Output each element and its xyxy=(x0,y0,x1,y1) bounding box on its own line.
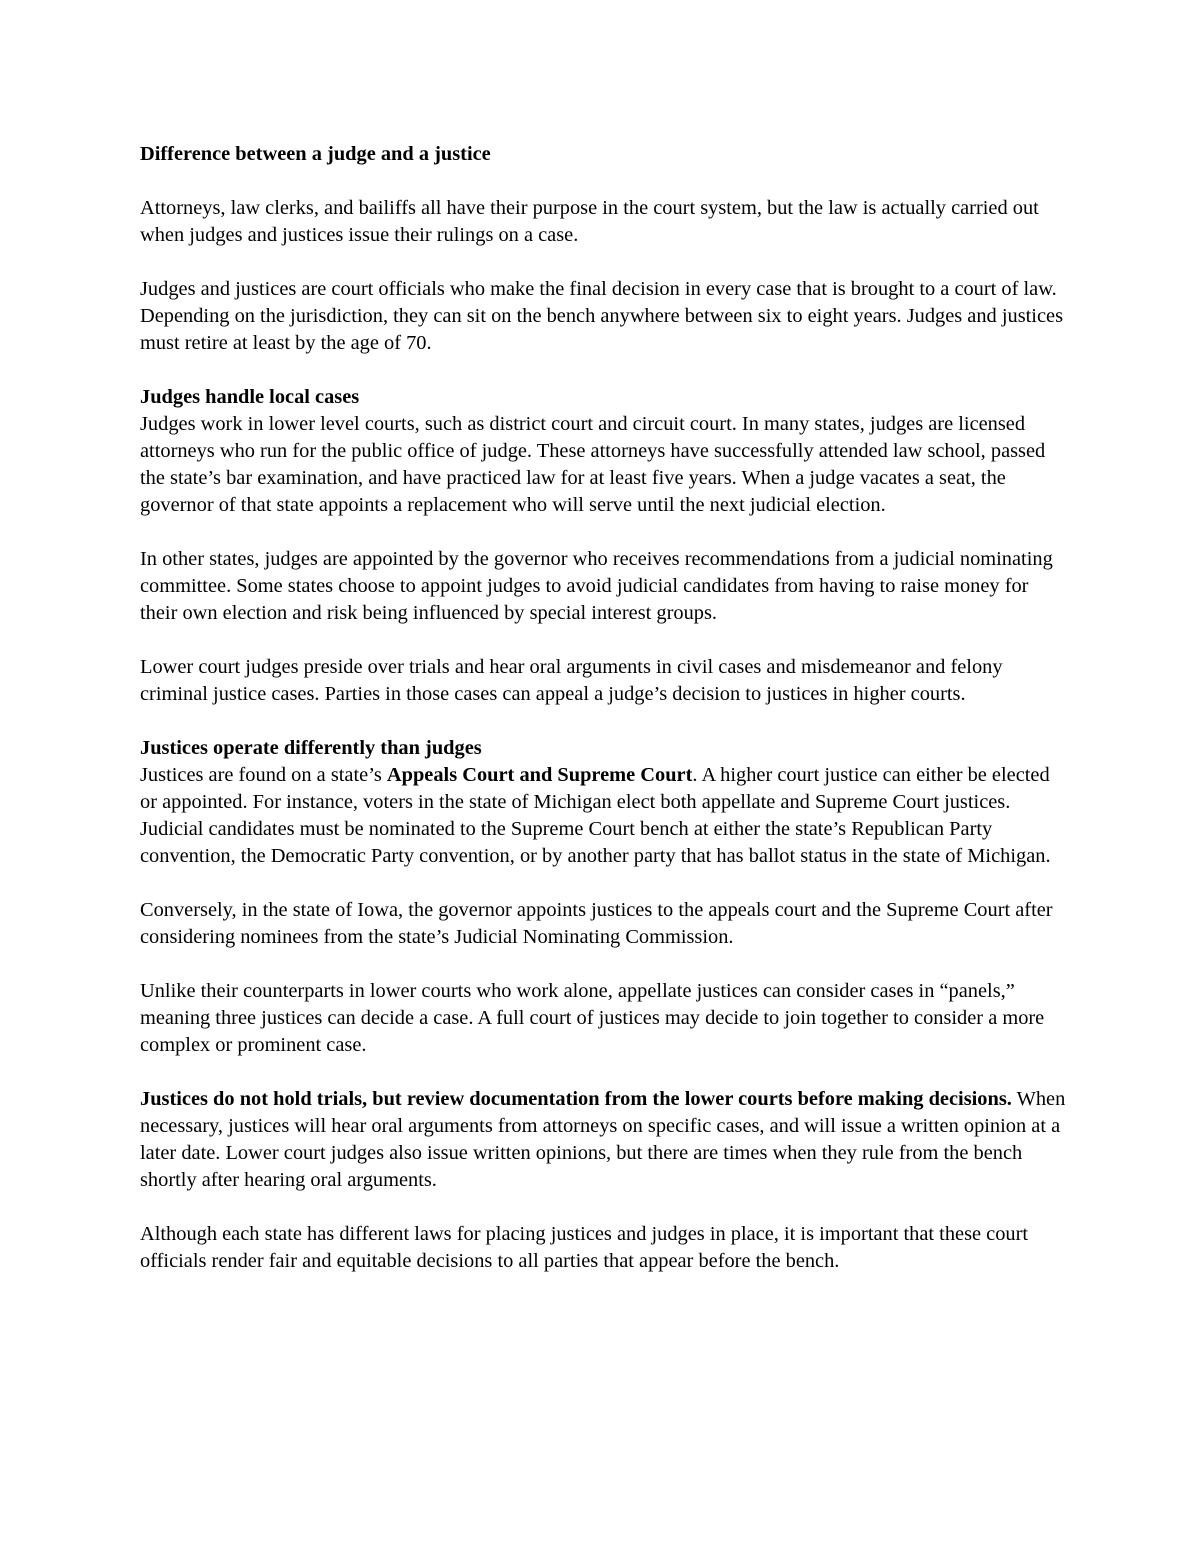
section-justices-paragraph-4 xyxy=(140,1086,1070,1194)
section-justices-p4-bold: Justices do not hold trials, but review documentation from the lower courts before making decisions. xyxy=(140,1088,1012,1110)
document-title: Difference between a judge and a justice xyxy=(140,143,491,165)
document-page xyxy=(140,141,1070,1275)
section-justices-p1-end: . A higher court justice can either be elected or appointed. For instance, voters in the state of Michigan elect both appellate and Supreme Court justices. Judicial candidates must be nominated to the Supreme Court bench at either the state’s Republican Party convention, the Democratic Party convention, or by another party that has ballot status in the state of Michigan. xyxy=(140,764,1051,867)
section-judges-paragraph-1: Judges work in lower level courts, such as district court and circuit court. In many states, judges are licensed attorneys who run for the public office of judge. These attorneys have successfully attended law school, passed the state’s bar examination, and have practiced law for at least five years. When a judge vacates a seat, the governor of that state appoints a replacement who will serve until the next judicial election. xyxy=(140,413,1046,516)
section-justices-paragraph-5: Although each state has different laws for placing justices and judges in place, it is important that these court officials render fair and equitable decisions to all parties that appear before the bench. xyxy=(140,1223,1029,1272)
section-judges-paragraph-3: Lower court judges preside over trials and hear oral arguments in civil cases and misdemeanor and felony criminal justice cases. Parties in those cases can appeal a judge’s decision to justices in higher courts. xyxy=(140,656,1003,705)
intro-paragraph-2: Judges and justices are court officials who make the final decision in every case that is brought to a court of law. Depending on the jurisdiction, they can sit on the bench anywhere between six to eight years. Judges and justices must retire at least by the age of 70. xyxy=(140,278,1064,354)
section-justices-p1-start: Justices are found on a state’s xyxy=(140,764,387,786)
section-justices xyxy=(140,735,1070,870)
intro-paragraph-1: Attorneys, law clerks, and bailiffs all have their purpose in the court system, but the law is actually carried out when judges and justices issue their rulings on a case. xyxy=(140,197,1039,246)
section-judges-heading: Judges handle local cases xyxy=(140,386,360,408)
section-justices-paragraph-2: Conversely, in the state of Iowa, the governor appoints justices to the appeals court and the Supreme Court after considering nominees from the state’s Judicial Nominating Commission. xyxy=(140,899,1053,948)
section-justices-p4-rest: When necessary, justices will hear oral arguments from attorneys on specific cases, and will issue a written opinion at a later date. Lower court judges also issue written opinions, but there are times when they rule from the bench shortly after hearing oral arguments. xyxy=(140,1088,1066,1191)
section-judges xyxy=(140,384,1070,519)
section-judges-paragraph-2: In other states, judges are appointed by the governor who receives recommendations from a judicial nominating committee. Some states choose to appoint judges to avoid judicial candidates from having to raise money for their own election and risk being influenced by special interest groups. xyxy=(140,548,1053,624)
section-justices-paragraph-3: Unlike their counterparts in lower courts who work alone, appellate justices can consider cases in “panels,” meaning three justices can decide a case. A full court of justices may decide to join together to consider a more complex or prominent case. xyxy=(140,980,1045,1056)
section-justices-heading: Justices operate differently than judges xyxy=(140,737,482,759)
section-justices-p1-bold: Appeals Court and Supreme Court xyxy=(386,764,693,786)
